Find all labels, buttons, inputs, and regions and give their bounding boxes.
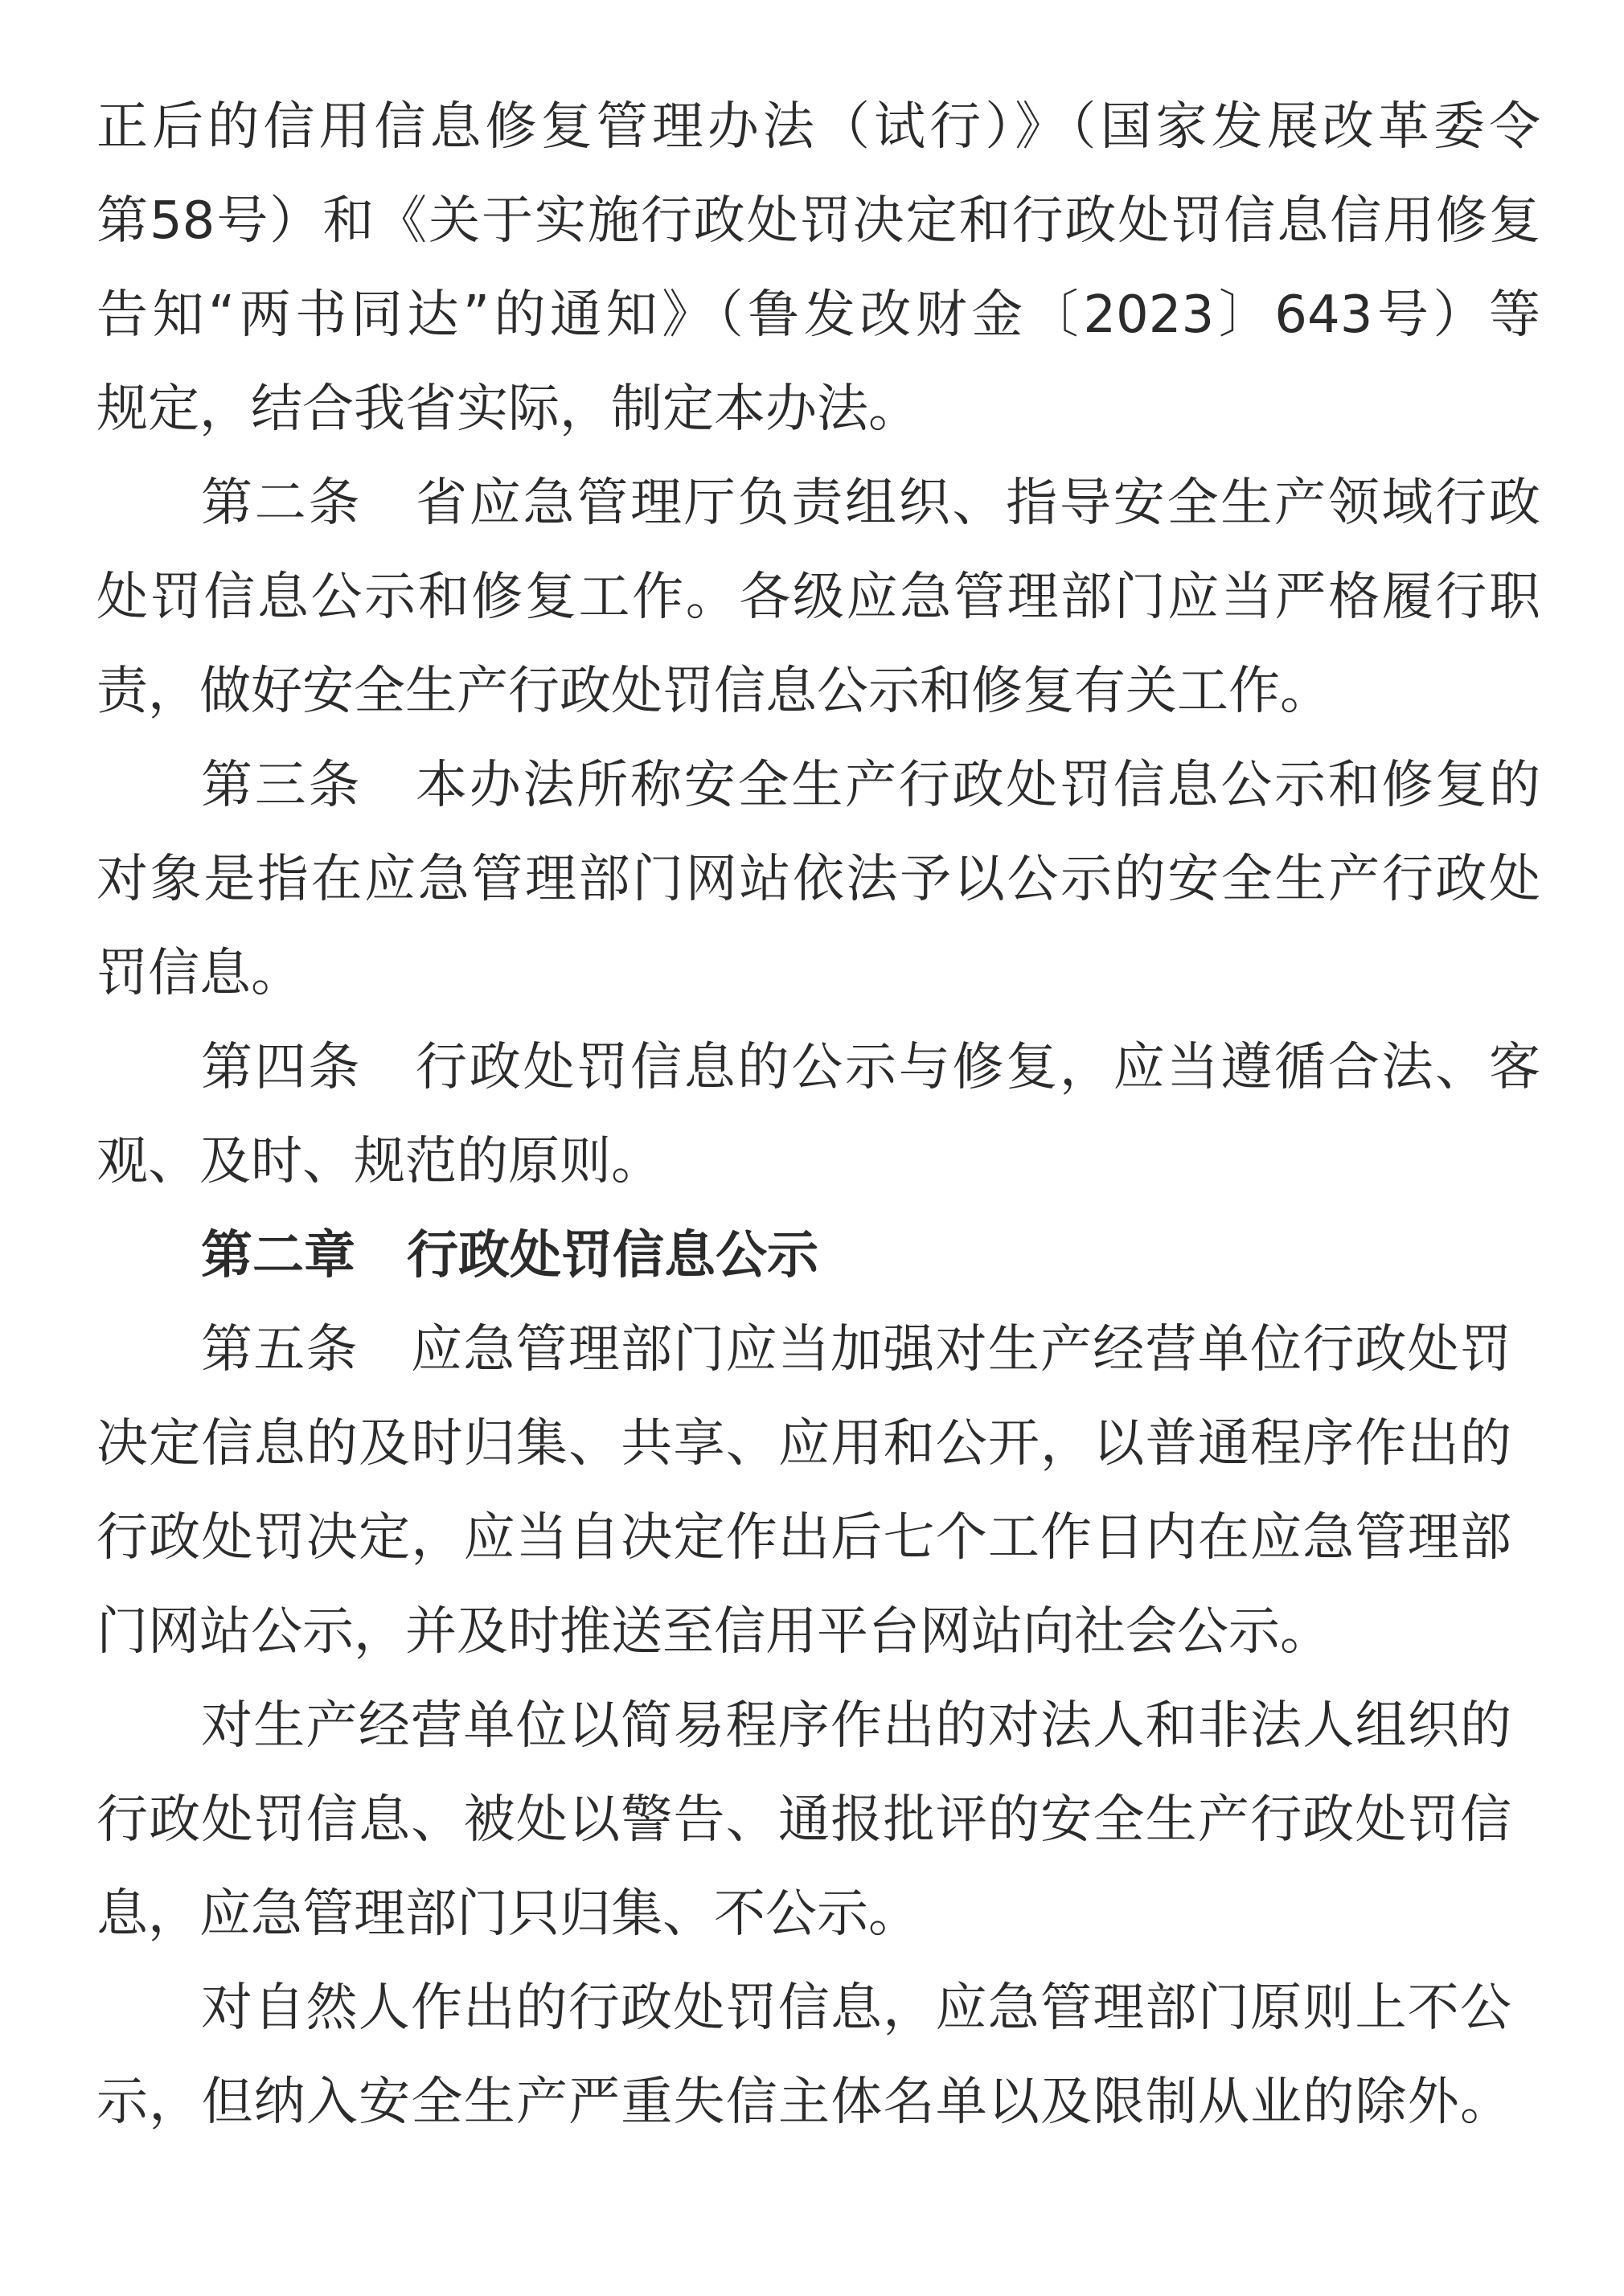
text-line: 示，但纳入安全生产严重失信主体名单以及限制从业的除外。 [96,2073,1511,2132]
document-body [96,80,1540,2150]
text-line: 决定信息的及时归集、共享、应用和公开，以普通程序作出的 [96,1414,1511,1474]
text-line: 行政处罚信息、被处以警告、通报批评的安全生产行政处罚信 [96,1790,1511,1850]
text-line: 罚信息。 [96,944,302,1003]
article-3-start: 第三条 本办法所称安全生产行政处罚信息公示和修复的 [201,756,1540,815]
text-line: 观、及时、规范的原则。 [96,1132,662,1191]
text-line: 门网站公示，并及时推送至信用平台网站向社会公示。 [96,1602,1331,1662]
chapter-heading: 第二章 行政处罚信息公示 [201,1226,818,1285]
text-line: 告知“两书同达”的通知》（鲁发改财金〔2023〕643号）等 [96,285,1540,345]
text-line: 责，做好安全生产行政处罚信息公示和修复有关工作。 [96,662,1331,721]
text-line: 息，应急管理部门只归集、不公示。 [96,1884,920,1944]
text-line: 第58号）和《关于实施行政处罚决定和行政处罚信息信用修复 [96,191,1540,251]
text-line: 规定，结合我省实际，制定本办法。 [96,379,920,439]
paragraph-start: 对生产经营单位以简易程序作出的对法人和非法人组织的 [201,1696,1511,1756]
article-2-start: 第二条 省应急管理厅负责组织、指导安全生产领域行政 [201,474,1540,533]
text-line: 处罚信息公示和修复工作。各级应急管理部门应当严格履行职 [96,568,1540,627]
paragraph-start: 对自然人作出的行政处罚信息，应急管理部门原则上不公 [201,1978,1511,2038]
article-4-start: 第四条 行政处罚信息的公示与修复，应当遵循合法、客 [201,1038,1540,1097]
text-line: 行政处罚决定，应当自决定作出后七个工作日内在应急管理部 [96,1508,1511,1568]
article-5-start: 第五条 应急管理部门应当加强对生产经营单位行政处罚 [201,1320,1511,1380]
text-line: 正后的信用信息修复管理办法（试行）》（国家发展改革委令 [96,97,1540,157]
text-line: 对象是指在应急管理部门网站依法予以公示的安全生产行政处 [96,850,1540,909]
